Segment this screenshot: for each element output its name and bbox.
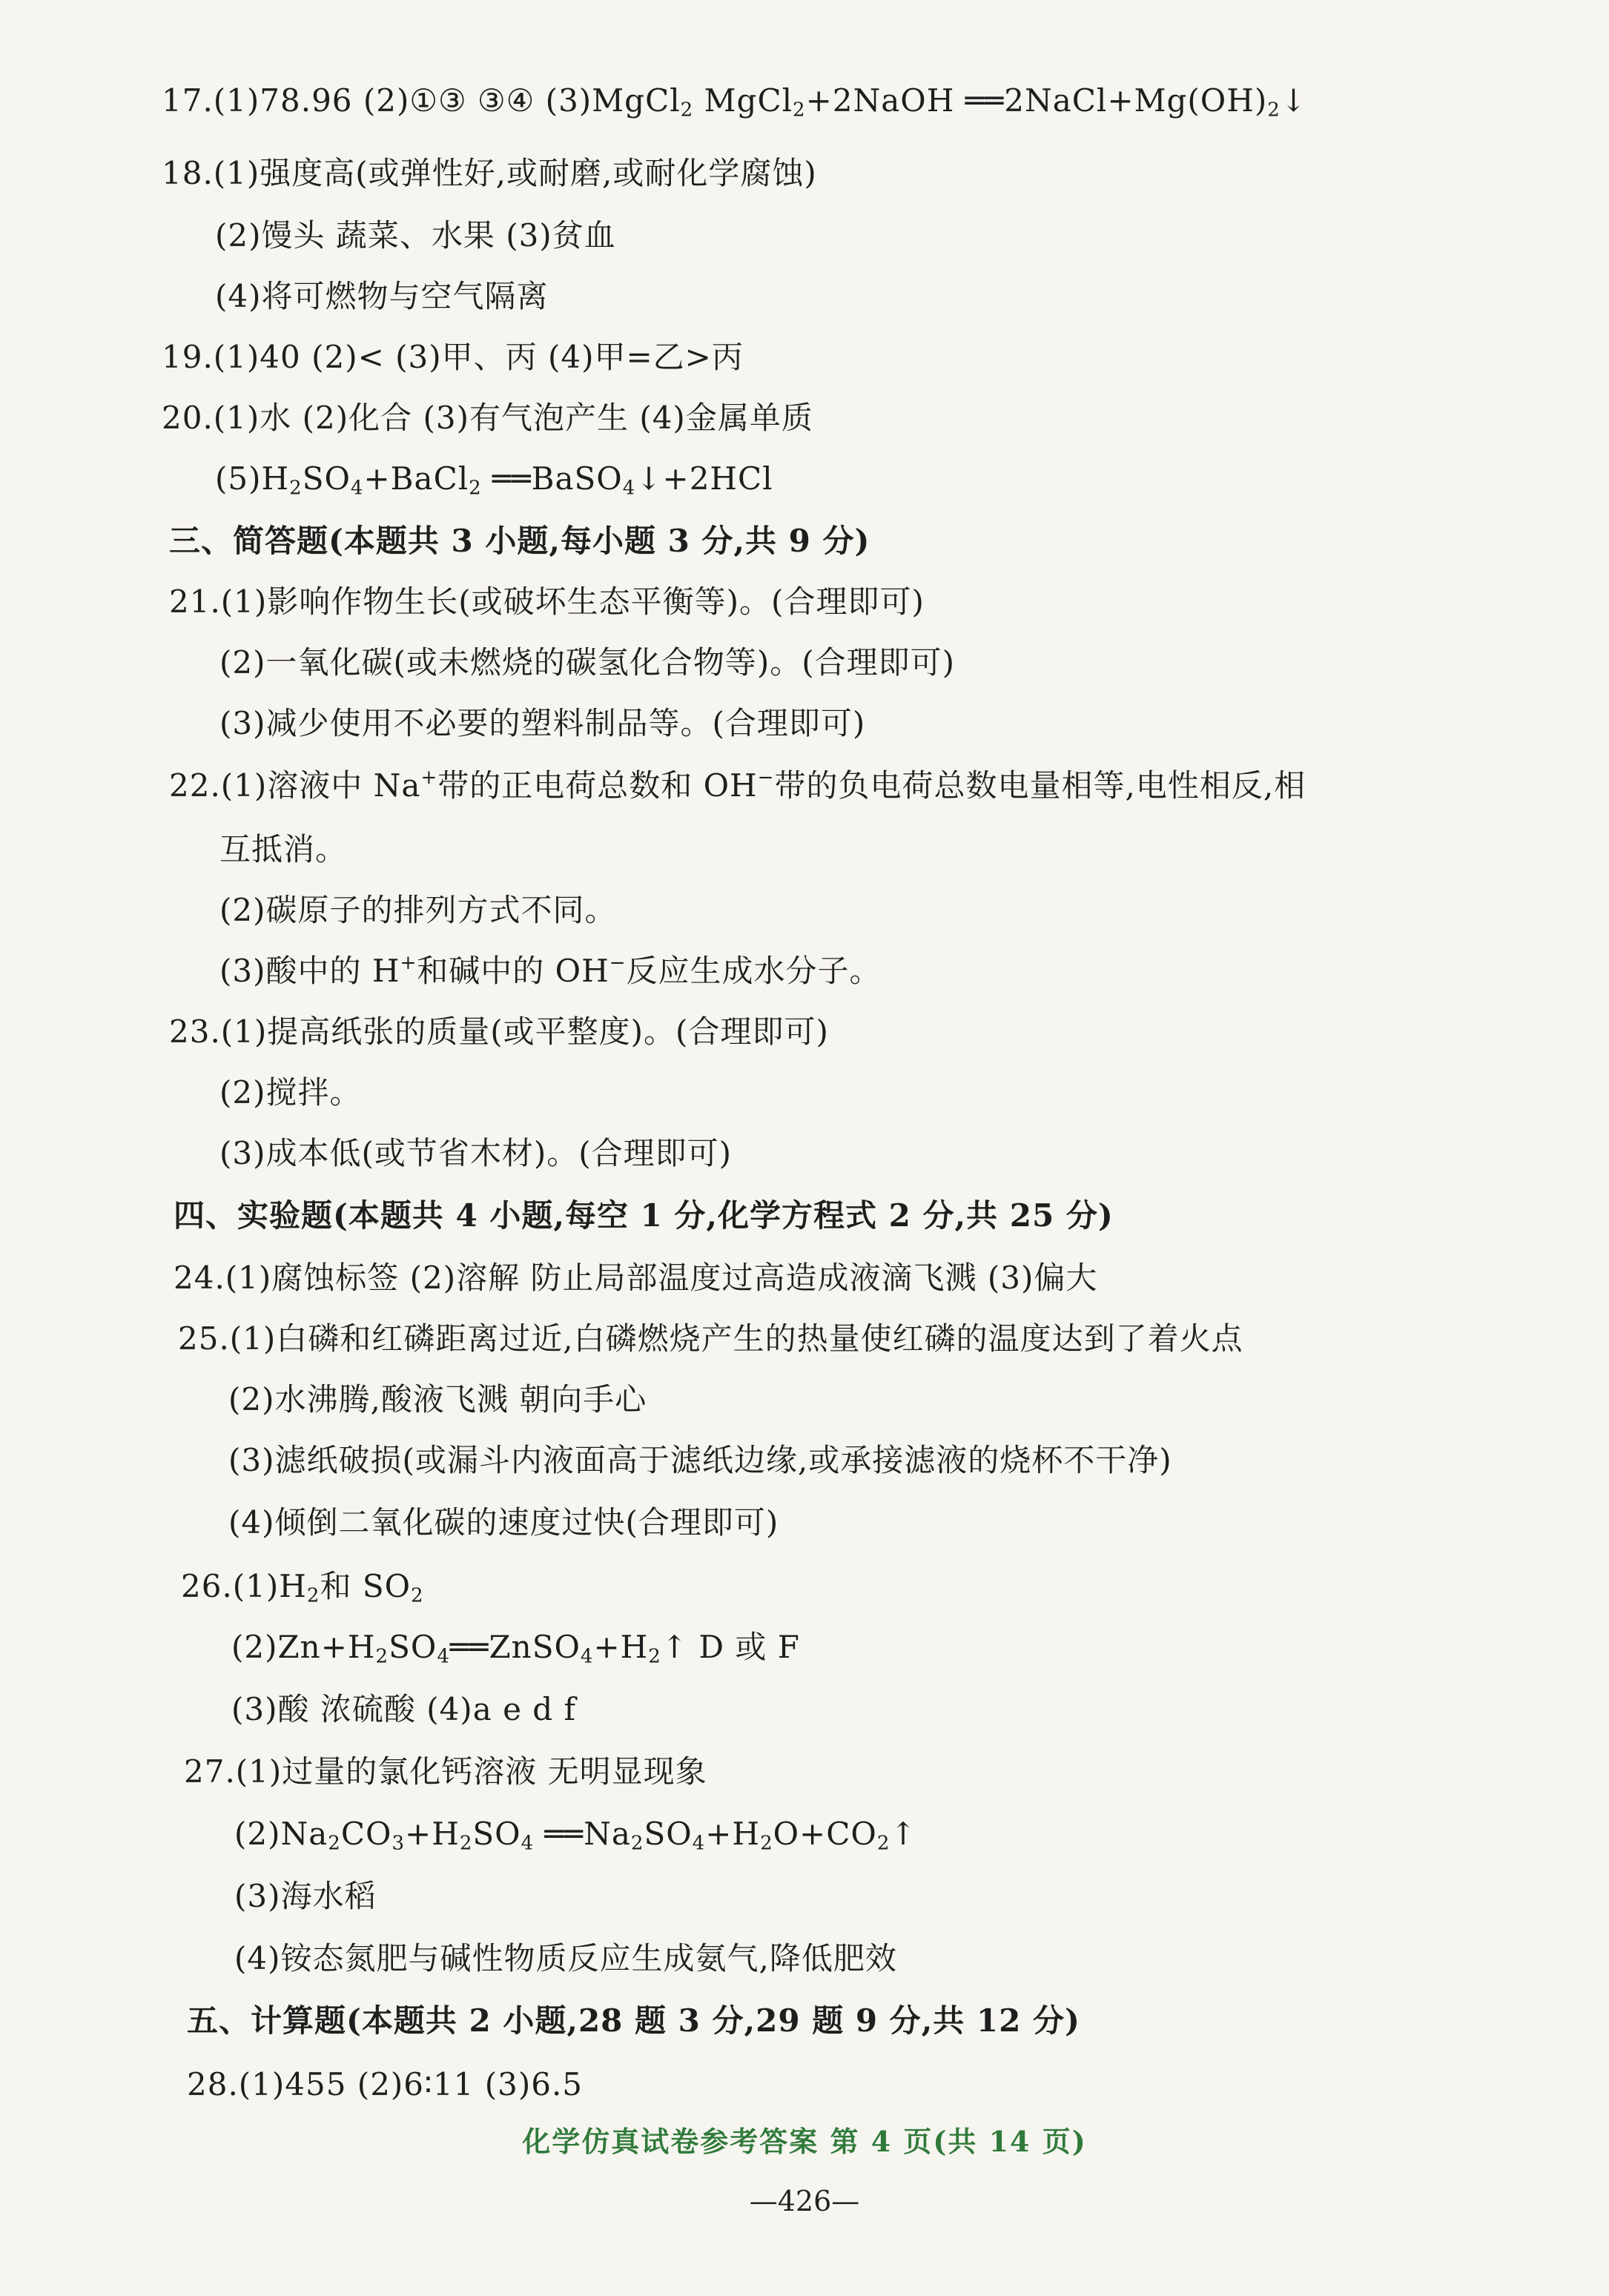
answer-18-line-1: 18.(1)强度高(或弹性好,或耐磨,或耐化学腐蚀) <box>162 155 817 191</box>
subscript: 4 <box>437 1645 450 1668</box>
answer-20-line-2 <box>215 460 773 498</box>
subscript: 2 <box>459 1832 473 1855</box>
answer-22-part: 反应生成水分子。 <box>626 953 882 989</box>
answer-17 <box>162 82 1307 120</box>
answer-20-part: ══BaSO <box>481 460 623 497</box>
subscript: 2 <box>469 477 482 500</box>
subscript: 2 <box>306 1584 320 1607</box>
subscript: 4 <box>622 477 636 500</box>
answer-26-part: 26.(1)H <box>181 1568 307 1604</box>
answer-27-part: ══Na <box>534 1816 631 1852</box>
superscript: − <box>609 952 627 975</box>
answer-20-line-1: 20.(1)水 (2)化合 (3)有气泡产生 (4)金属单质 <box>162 400 813 436</box>
answer-26-part: +H <box>593 1629 649 1665</box>
answer-17-part: MgCl <box>693 82 793 119</box>
subscript: 2 <box>289 477 303 500</box>
answer-19: 19.(1)40 (2)< (3)甲、丙 (4)甲=乙>丙 <box>162 339 744 375</box>
answer-20-part: (5)H <box>215 460 290 497</box>
answer-28: 28.(1)455 (2)6∶11 (3)6.5 <box>187 2066 584 2103</box>
answer-20-part: ↓+2HCl <box>635 460 773 497</box>
subscript: 2 <box>793 99 806 122</box>
answer-17-part: ↓ <box>1280 82 1308 119</box>
answer-23-line-3: (3)成本低(或节省木材)。(合理即可) <box>219 1135 733 1171</box>
page-number: —426— <box>749 2185 860 2217</box>
subscript: 2 <box>876 1832 891 1855</box>
answer-27-part: SO <box>472 1816 521 1852</box>
subscript: 2 <box>680 99 694 122</box>
answer-22-part: 22.(1)溶液中 Na <box>169 767 421 804</box>
answer-21-line-2: (2)一氧化碳(或未燃烧的碳氢化合物等)。(合理即可) <box>219 644 956 681</box>
answer-18-line-2: (2)馒头 蔬菜、水果 (3)贫血 <box>215 217 616 254</box>
answer-26-line-2 <box>231 1628 800 1667</box>
superscript: − <box>757 767 775 790</box>
subscript: 4 <box>521 1832 535 1855</box>
superscript: + <box>420 767 438 790</box>
subscript: 4 <box>692 1832 706 1855</box>
answer-22-part: 带的正电荷总数和 OH <box>437 767 758 804</box>
answer-20-part: +BaCl <box>363 460 469 497</box>
answer-27-part: +H <box>705 1816 761 1852</box>
subscript: 2 <box>411 1584 424 1607</box>
answer-27-part: (2)Na <box>234 1816 328 1852</box>
answer-26-line-3: (3)酸 浓硫酸 (4)a e d f <box>231 1691 577 1727</box>
answer-27-part: CO <box>340 1816 392 1852</box>
superscript: + <box>400 952 417 975</box>
answer-18-line-3: (4)将可燃物与空气隔离 <box>215 278 549 314</box>
answer-22-line-3: (2)碳原子的排列方式不同。 <box>219 892 617 928</box>
answer-27-line-2 <box>234 1815 917 1853</box>
answer-20-part: SO <box>302 460 351 497</box>
answer-23-line-2: (2)搅拌。 <box>219 1074 362 1111</box>
answer-21-line-1: 21.(1)影响作物生长(或破坏生态平衡等)。(合理即可) <box>169 583 925 620</box>
answer-17-part: +2NaOH ══2NaCl+Mg(OH) <box>805 82 1268 119</box>
subscript: 2 <box>328 1832 341 1855</box>
answer-22-line-2: 互抵消。 <box>219 831 348 867</box>
answer-26-line-1 <box>181 1567 424 1606</box>
subscript: 2 <box>760 1832 773 1855</box>
answer-25-line-4: (4)倾倒二氧化碳的速度过快(合理即可) <box>228 1504 779 1541</box>
answer-26-part: ↑ D 或 F <box>661 1629 800 1665</box>
answer-22-line-4 <box>219 952 882 990</box>
section-5-heading: 五、计算题(本题共 2 小题,28 题 3 分,29 题 9 分,共 12 分) <box>187 2002 1080 2039</box>
answer-26-part: SO <box>389 1629 437 1665</box>
answer-27-part: +H <box>405 1816 460 1852</box>
answer-27-part: SO <box>644 1816 693 1852</box>
answer-26-part: ══ZnSO <box>449 1629 581 1665</box>
answer-22-part: 和碱中的 OH <box>417 953 609 989</box>
subscript: 3 <box>391 1832 405 1855</box>
answer-24: 24.(1)腐蚀标签 (2)溶解 防止局部温度过高造成液滴飞溅 (3)偏大 <box>174 1260 1098 1296</box>
answer-22-line-1 <box>169 767 1306 805</box>
answer-26-part: 和 SO <box>320 1568 412 1604</box>
answer-26-part: (2)Zn+H <box>231 1629 376 1665</box>
answer-27-part: ↑ <box>890 1816 917 1852</box>
answer-27-line-3: (3)海水稻 <box>234 1878 377 1914</box>
answer-23-line-1: 23.(1)提高纸张的质量(或平整度)。(合理即可) <box>169 1013 829 1050</box>
answer-27-part: O+CO <box>773 1816 877 1852</box>
subscript: 2 <box>630 1832 644 1855</box>
subscript: 2 <box>1267 99 1281 122</box>
answer-25-line-1: 25.(1)白磷和红磷距离过近,白磷燃烧产生的热量使红磷的温度达到了着火点 <box>178 1320 1243 1357</box>
answer-27-line-4: (4)铵态氮肥与碱性物质反应生成氨气,降低肥效 <box>234 1940 897 1976</box>
subscript: 4 <box>580 1645 594 1668</box>
subscript: 2 <box>648 1645 661 1668</box>
answer-27-line-1: 27.(1)过量的氯化钙溶液 无明显现象 <box>184 1753 707 1790</box>
footer-title: 化学仿真试卷参考答案 第 4 页(共 14 页) <box>522 2125 1087 2158</box>
answer-22-part: 带的负电荷总数电量相等,电性相反,相 <box>774 767 1306 804</box>
answer-17-part: 17.(1)78.96 (2)①③ ③④ (3)MgCl <box>162 82 681 119</box>
answer-25-line-2: (2)水沸腾,酸液飞溅 朝向手心 <box>228 1381 647 1417</box>
subscript: 4 <box>350 477 364 500</box>
answer-21-line-3: (3)减少使用不必要的塑料制品等。(合理即可) <box>219 705 866 741</box>
answer-25-line-3: (3)滤纸破损(或漏斗内液面高于滤纸边缘,或承接滤液的烧杯不干净) <box>228 1442 1172 1478</box>
subscript: 2 <box>375 1645 389 1668</box>
section-3-heading: 三、简答题(本题共 3 小题,每小题 3 分,共 9 分) <box>169 523 870 559</box>
section-4-heading: 四、实验题(本题共 4 小题,每空 1 分,化学方程式 2 分,共 25 分) <box>174 1197 1114 1234</box>
answer-22-part: (3)酸中的 H <box>219 953 400 989</box>
